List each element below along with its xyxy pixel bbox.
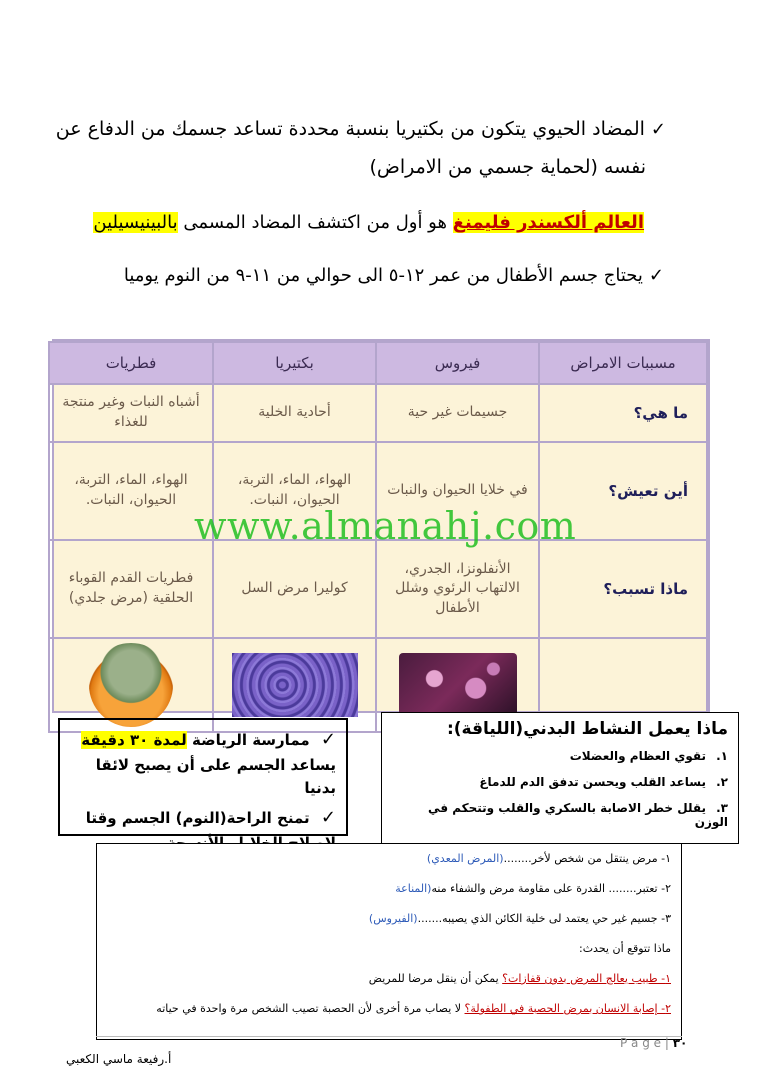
expect-1: ١- طبيب يعالج المرض بدون قفازات؟ يمكن أن ينقل مرضا للمريض — [368, 972, 671, 985]
exercise-item: ✓ ممارسة الرياضة لمدة ٣٠ دقيقة يساعد الجسم على أن يصبح لائقا بدنيا — [70, 726, 336, 800]
sleep-line: ✓يحتاج جسم الأطفال من عمر ١٢-٥ الى حوالي من ١١-٩ من النوم يوميا — [123, 265, 664, 286]
header-bacteria: بكتيريا — [213, 342, 376, 384]
cell-virus-what: جسيمات غير حية — [376, 384, 539, 442]
rest-item: ✓ تمنح الراحة(النوم) الجسم وقتا — [70, 804, 336, 855]
fitness-item: ٣.يقلل خطر الاصابة بالسكري والقلب وتتحكم في الوزن — [428, 801, 728, 829]
antibiotic-line-cont: نفسه (لحماية جسمي من الامراض) — [369, 156, 646, 178]
cell-bacteria-what: أحادية الخلية — [213, 384, 376, 442]
header-pathogens: مسببات الامراض — [539, 342, 707, 384]
fitness-title: ماذا يعمل النشاط البدني(اللياقة): — [446, 719, 728, 739]
check-icon: ✓ — [650, 119, 666, 140]
questions-box — [96, 843, 682, 1040]
header-fungi: فطريات — [49, 342, 213, 384]
fitness-item: ٢.يساعد القلب ويحسن تدفق الدم للدماغ — [479, 775, 728, 789]
cell-bacteria-where: الهواء، الماء، التربة، الحيوان، النبات. — [213, 442, 376, 540]
check-icon: ✓ — [320, 807, 336, 829]
cell-virus-where: في خلايا الحيوان والنبات — [376, 442, 539, 540]
fitness-box — [381, 712, 739, 844]
row-label-what: ما هي؟ — [539, 384, 707, 442]
duration-highlight: لمدة ٣٠ دقيقة — [81, 731, 187, 749]
exercise-box — [58, 718, 348, 836]
question-1: ١- مرض ينتقل من شخص لأخر........(المرض المعدي) — [426, 852, 671, 865]
watermark: www.almanahj.com — [194, 504, 577, 548]
penicillin-term: بالبينيسيلين — [93, 212, 178, 233]
check-icon: ✓ — [648, 265, 664, 286]
fitness-item: ١.تقوي العظام والعضلات — [569, 749, 728, 763]
page-number: P a g e | ٣٠ — [620, 1036, 688, 1050]
cell-fungi-cause: فطريات القدم القوباء الحلقية (مرض جلدي) — [49, 540, 213, 638]
expect-heading: ماذا تتوقع أن يحدث: — [579, 942, 671, 955]
antibiotic-line: ✓المضاد الحيوي يتكون من بكتيريا بنسبة محددة تساعد جسمك من الدفاع عن — [55, 118, 666, 140]
row-label-cause: ماذا تسبب؟ — [539, 540, 707, 638]
moldy-orange-image — [89, 643, 173, 727]
header-virus: فيروس — [376, 342, 539, 384]
virus-image — [399, 653, 517, 717]
footer-divider — [96, 1036, 682, 1037]
row-label-where: أين تعيش؟ — [539, 442, 707, 540]
cell-fungi-where: الهواء، الماء، التربة، الحيوان، النبات. — [49, 442, 213, 540]
question-2: ٢- تعتبر........ القدرة على مقاومة مرض والشفاء منه(المناعة — [395, 882, 671, 895]
check-icon: ✓ — [320, 729, 336, 750]
expect-2: ٢- إصابة الانسان بمرض الحصبة في الطفولة؟ لا يصاب مرة أخرى لأن الحصبة تصيب الشخص مرة واحدة في حياته — [156, 1002, 671, 1015]
scientist-line — [93, 212, 644, 233]
discovered-text: هو أول من اكتشف المضاد المسمى — [183, 212, 447, 233]
scientist-name: العالم ألكسندر فليمنغ — [452, 212, 644, 233]
cell-bacteria-cause: كوليرا مرض السل — [213, 540, 376, 638]
author-name: أ.رفيعة ماسي الكعبي — [66, 1052, 172, 1066]
cell-fungi-what: أشباه النبات وغير منتجة للغذاء — [49, 384, 213, 442]
cell-virus-cause: الأنفلونزا، الجدري، الالتهاب الرئوي وشلل الأطفال — [376, 540, 539, 638]
bacteria-image — [232, 653, 358, 717]
question-3: ٣- جسيم غير حي يعتمد لى خلية الكائن الذي يصيبه.......(الفيروس) — [368, 912, 671, 925]
